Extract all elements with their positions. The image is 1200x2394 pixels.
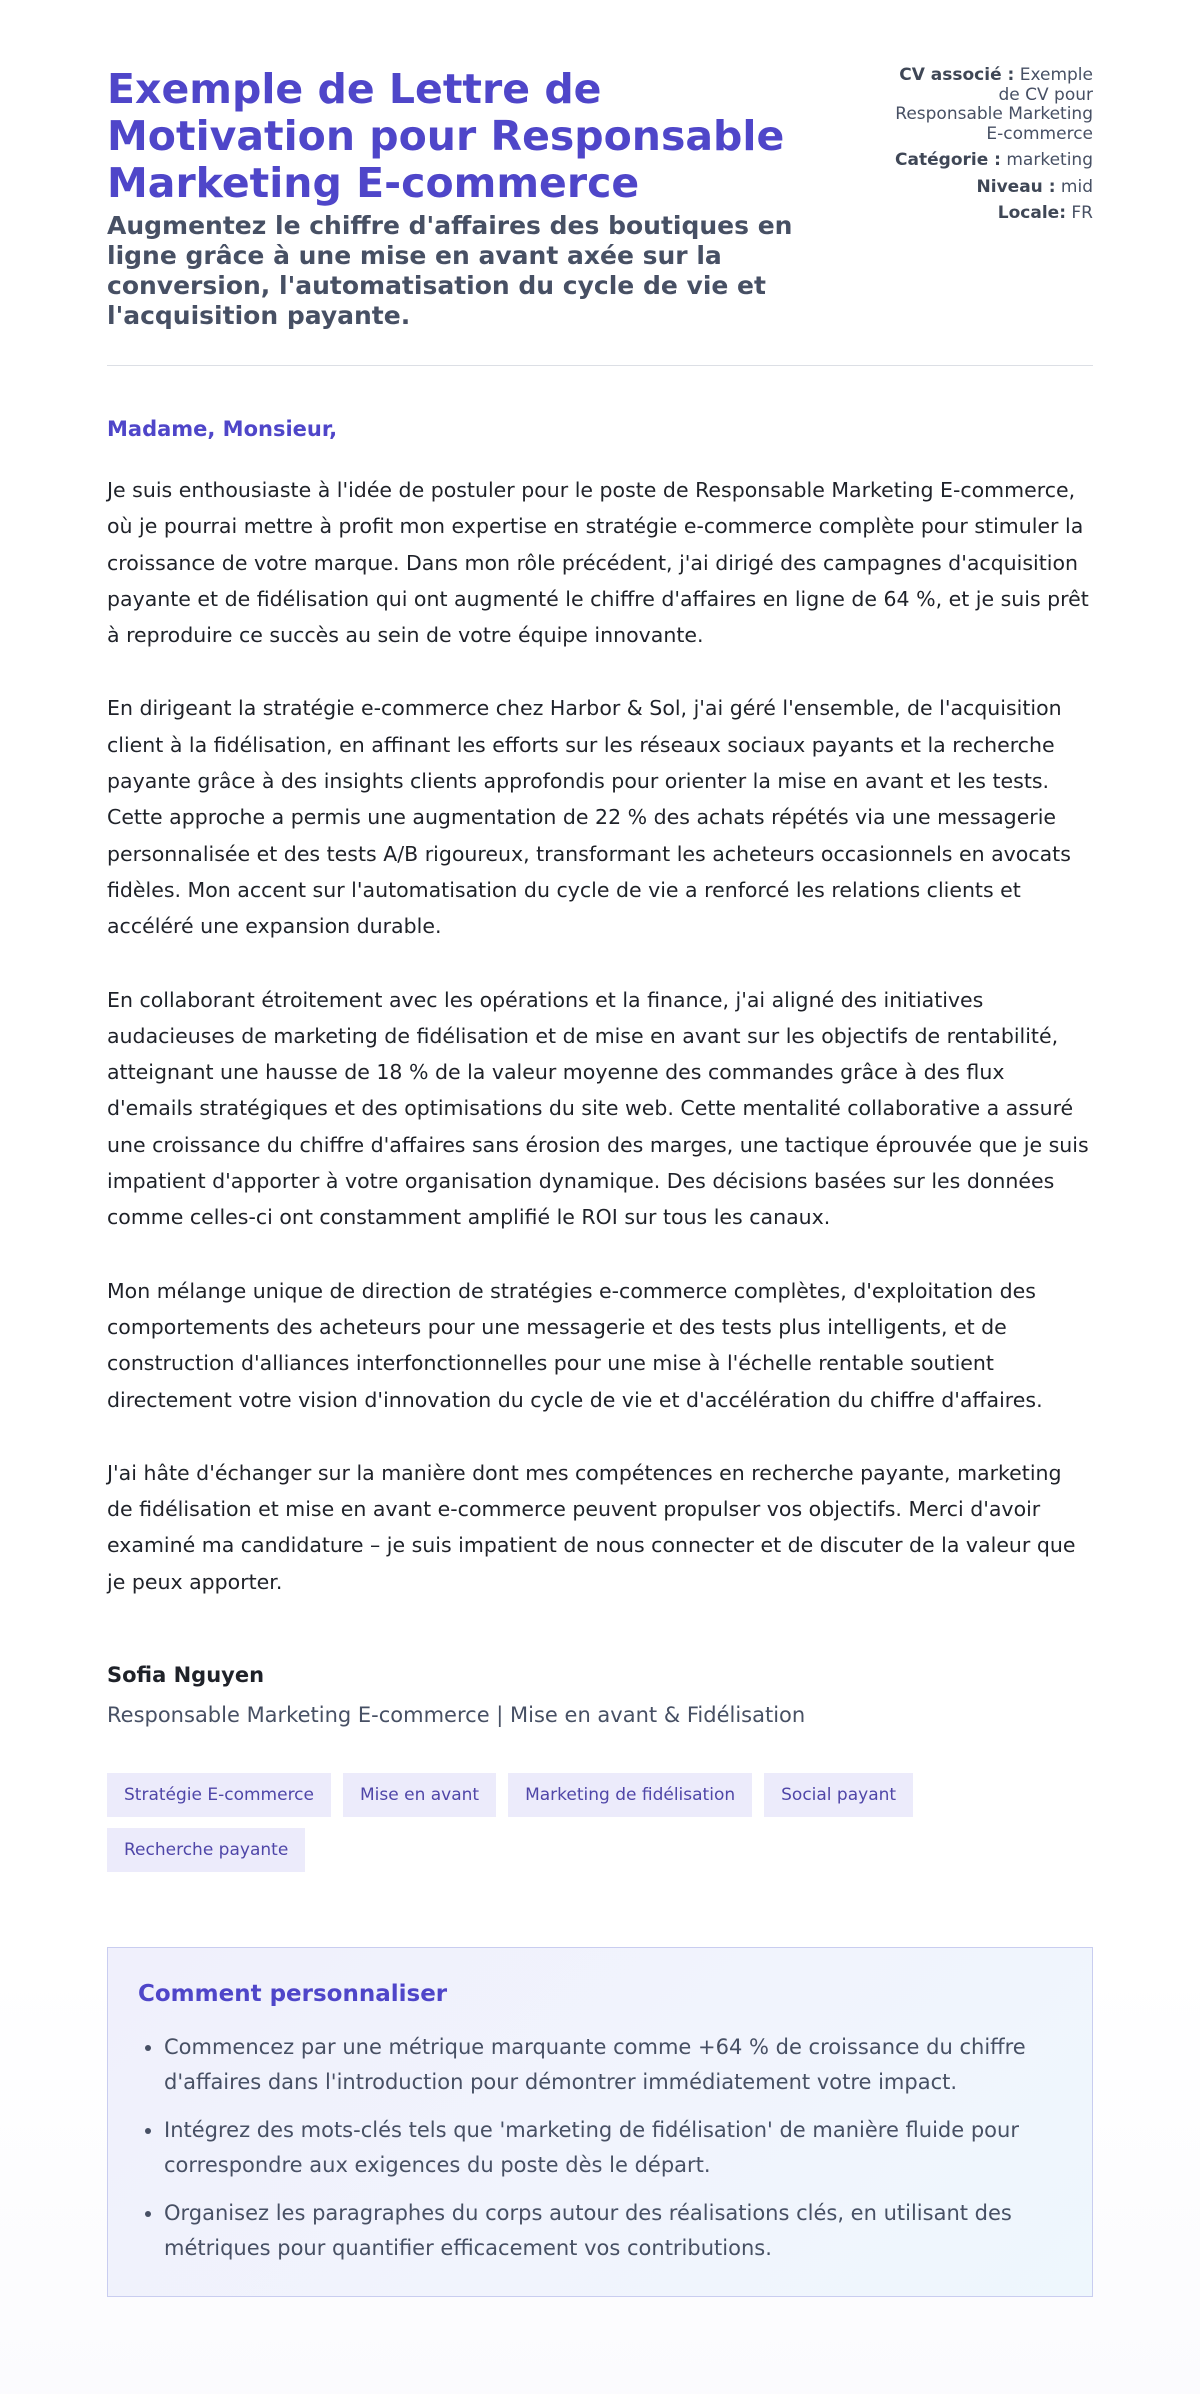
meta-level-label: Niveau : <box>976 176 1056 197</box>
letter-paragraph: J'ai hâte d'échanger sur la manière dont mes compétences en recherche payante, marketing de fidélisation et mise en avant e-commerce peuvent propulser vos objectifs. Merci d'avoir examiné ma candidature – je suis impatient de nous connecter et de discuter de la valeur que je peux apporter. <box>107 1460 1076 1594</box>
meta-panel <box>888 66 1093 231</box>
letter-body <box>107 416 1093 1600</box>
header-titles <box>107 66 847 331</box>
letter-paragraph: En dirigeant la stratégie e-commerce chez Harbor & Sol, j'ai géré l'ensemble, de l'acquisition client à la fidélisation, en affinant les efforts sur les réseaux sociaux payants et la recherche payante grâce à des insights clients approfondis pour orienter la mise en avant et les tests. Cette approche a permis une augmentation de 22 % des achats répétés via une messagerie personnalisée et des tests A/B rigoureux, transformant les acheteurs occasionnels en avocats fidèles. Mon accent sur l'automatisation du cycle de vie a renforcé les relations clients et accéléré une expansion durable. <box>107 696 1071 939</box>
page-title: Exemple de Lettre de Motivation pour Responsable Marketing E-commerce <box>107 65 785 207</box>
tips-title: Comment personnaliser <box>138 1981 448 2008</box>
meta-cv-label: CV associé : <box>899 65 1015 85</box>
page-subtitle: Augmentez le chiffre d'affaires des boutiques en ligne grâce à une mise en avant axée sur la conversion, l'automatisation du cycle de vie et l'acquisition payante. <box>107 211 793 330</box>
salutation: Madame, Monsieur, <box>107 417 338 441</box>
tip-item: • Commencez par une métrique marquante comme +64 % de croissance du chiffre d'affaires dans l'introduction pour démontrer immédiatement votre impact. <box>164 2030 1062 2100</box>
meta-cv-value: Exemple de CV pour Responsable Marketing E-commerce <box>895 65 1093 144</box>
skill-tag: Marketing de fidélisation <box>508 1773 752 1817</box>
signature-title: Responsable Marketing E-commerce | Mise en avant & Fidélisation <box>107 1703 806 1728</box>
tips-list <box>138 2030 1062 2266</box>
letter-paragraph: En collaborant étroitement avec les opérations et la finance, j'ai aligné des initiatives audacieuses de marketing de fidélisation et de mise en avant sur les objectifs de rentabilité, atteignant une hausse de 18 % de la valeur moyenne des commandes grâce à des flux d'emails stratégiques et des optimisations du site web. Cette mentalité collaborative a assuré une croissance du chiffre d'affaires sans érosion des marges, une tactique éprouvée que je suis impatient d'apporter à votre organisation dynamique. Des décisions basées sur les données comme celles-ci ont constamment amplifié le ROI sur tous les canaux. <box>107 987 1089 1230</box>
signature <box>107 1662 1093 1728</box>
skill-tag: Recherche payante <box>107 1828 305 1872</box>
meta-cv <box>888 66 1093 144</box>
tip-item: • Organisez les paragraphes du corps autour des réalisations clés, en utilisant des métriques pour quantifier efficacement vos contributions. <box>164 2196 1062 2266</box>
skill-tag: Social payant <box>764 1773 913 1817</box>
tip-item: • Intégrez des mots-clés tels que 'marketing de fidélisation' de manière fluide pour correspondre aux exigences du poste dès le départ. <box>164 2113 1062 2183</box>
signature-name: Sofia Nguyen <box>107 1663 265 1688</box>
meta-category <box>888 151 1093 171</box>
meta-locale-value: FR <box>1071 203 1093 223</box>
meta-locale <box>888 204 1093 224</box>
skill-tags <box>107 1773 1007 1872</box>
header <box>107 66 1093 331</box>
meta-level-value: mid <box>1060 176 1093 197</box>
meta-category-label: Catégorie : <box>895 150 1001 170</box>
meta-locale-label: Locale: <box>997 203 1066 223</box>
meta-category-value: marketing <box>1006 150 1093 170</box>
letter-paragraph: Mon mélange unique de direction de stratégies e-commerce complètes, d'exploitation des comportements des acheteurs pour une messagerie et des tests plus intelligents, et de construction d'alliances interfonctionnelles pour une mise à l'échelle rentable soutient directement votre vision d'innovation du cycle de vie et d'accélération du chiffre d'affaires. <box>107 1278 1043 1412</box>
skill-tag: Stratégie E-commerce <box>107 1773 331 1817</box>
customization-tips <box>107 1947 1093 2297</box>
meta-level <box>888 178 1093 198</box>
header-divider <box>107 365 1093 366</box>
skill-tag: Mise en avant <box>343 1773 496 1817</box>
letter-paragraph: Je suis enthousiaste à l'idée de postuler pour le poste de Responsable Marketing E-commerce, où je pourrai mettre à profit mon expertise en stratégie e-commerce complète pour stimuler la croissance de votre marque. Dans mon rôle précédent, j'ai dirigé des campagnes d'acquisition payante et de fidélisation qui ont augmenté le chiffre d'affaires en ligne de 64 %, et je suis prêt à reproduire ce succès au sein de votre équipe innovante. <box>107 478 1089 648</box>
